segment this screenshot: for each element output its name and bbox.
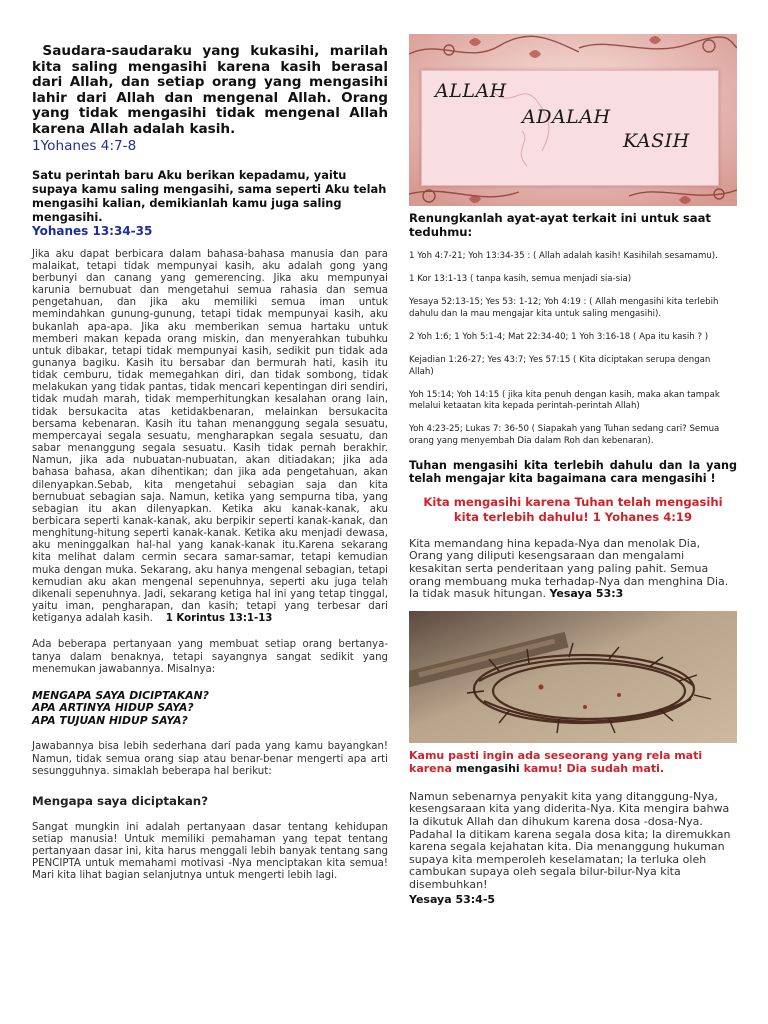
love-first-verse: Tuhan mengasihi kita terlebih dahulu dan Ia yang telah mengajar kita bagaimana cara mengasihi ! — [409, 459, 737, 486]
intro-paragraph: Saudara-saudaraku yang kukasihi, marilah kita saling mengasihi karena kasih berasal dari Allah, dan setiap orang yang mengasihi lahir dari Allah dan mengenal Allah. Orang yang tidak mengasihi tidak mengenal Allah karena Allah adalah kasih. — [32, 43, 389, 137]
john-13-reference: Yohanes 13:34-35 — [32, 223, 153, 238]
reflection-title: Renungkanlah ayat-ayat terkait ini untuk saat teduhmu: — [409, 211, 711, 239]
answer-intro: Jawabannya bisa lebih sederhana dari pada yang kamu bayangkan! Namun, tidak semua orang siap atau benar-benar mengerti apa arti sesungguhnya. simaklah beberapa hal berikut: — [32, 741, 388, 777]
isaiah-53-3-reference: Yesaya 53:3 — [549, 587, 624, 601]
banner-word-adalah: ADALAH — [522, 106, 611, 128]
thorns-illustration — [409, 611, 737, 743]
question-item: APA TUJUAN HIDUP SAYA? — [32, 713, 188, 727]
photo-caption: Kamu pasti ingin ada seseorang yang rela mati karena mengasihi kamu! Dia sudah mati. — [409, 748, 703, 775]
john-13-verse: Satu perintah baru Aku berikan kepadamu, yaitu supaya kamu saling mengasihi, sama seperti Aku telah mengasihi kalian, demikianlah kamu juga saling mengasihi. — [32, 167, 387, 224]
why-heading: Mengapa saya diciptakan? — [32, 793, 209, 808]
questions-intro: Ada beberapa pertanyaan yang membuat setiap orang bertanya-tanya dalam benaknya, tetapi sayangnya sangat sedikit yang menemukan jawabannya. Misalnya: — [32, 639, 388, 675]
reference-item: 2 Yoh 1:6; 1 Yoh 5:1-4; Mat 22:34-40; 1 Yoh 3:16-18 ( Apa itu kasih ? ) — [409, 332, 709, 343]
reference-item: Yoh 15:14; Yoh 14:15 ( jika kita penuh dengan kasih, maka akan tampak melalui ketaatan kita kepada perintah-perintah Allah) — [409, 389, 720, 412]
isaiah-53-4-reference: Yesaya 53:4-5 — [409, 892, 496, 906]
red-highlight-verse: Kita mengasihi karena Tuhan telah mengasihi kita terlebih dahulu! 1 Yohanes 4:19 — [423, 495, 723, 524]
reference-item: Yoh 4:23-25; Lukas 7: 36-50 ( Siapakah yang Tuhan sedang cari? Semua orang yang menyembah Dia dalam Roh dan kebenaran). — [409, 424, 720, 446]
isaiah-53-4-paragraph: Namun sebenarnya penyakit kita yang ditanggung-Nya, kesengsaraan kita yang diderita-Nya. Kita mengira bahwa Ia dikutuk Allah dan dihukum karena dosa -dosa-Nya. Padahal Ia ditikam karena segala dosa kita; Ia diremukkan karena segala kejahatan kita. Dia menanggung hukuman supaya kita memperoleh keselamatan; Ia terluka oleh cambukan supaya oleh segala bilur-bilur-Nya kita disembuhkan! — [409, 789, 731, 891]
banner-word-allah: ALLAH — [435, 80, 507, 102]
isaiah-53-3-paragraph: Kita memandang hina kepada-Nya dan menolak Dia, Orang yang diliputi kesengsaraan dan mengalami kesakitan serta penderitaan yang paling pahit. Semua orang membuang muka terhadap-Nya dan menghina Dia. Ia tidak masuk hitungan. Yesaya 53:3 — [409, 536, 729, 601]
left-column — [32, 44, 388, 883]
reference-item: 1 Kor 13:1-13 ( tanpa kasih, semua menjadi sia-sia) — [409, 274, 632, 285]
intro-reference: 1Yohanes 4:7-8 — [32, 137, 137, 154]
crown-of-thorns-photo — [409, 611, 737, 743]
corinthians-paragraph: Jika aku dapat berbicara dalam bahasa-bahasa manusia dan para malaikat, tetapi tidak mempunyai kasih, aku adalah gong yang berbunyi dan canang yang gemerencing. Jika aku mempunyai karunia bernubuat dan mengetahui semua rahasia dan semua pengetahuan, dan jika aku memiliki semua iman untuk memindahkan gunung-gunung, tetapi tidak mempunyai kasih, aku bukanlah apa-apa. Jika aku memberikan semua hartaku untuk memberi makan kepada orang miskin, dan menyerahkan tubuhku untuk dibakar, tetapi tidak mempunyai kasih, sedikit pun tidak ada gunanya bagiku. Kasih itu bersabar dan bermurah hati, kasih itu tidak cemburu, tidak memegahkan diri, dan tidak sombong, tidak melakukan yang tidak pantas, tidak mencari kepentingan diri sendiri, tidak mudah marah, tidak memperhitungkan kesalahan orang lain, tidak bersukacita atas ketidakbenaran, melainkan bersukacita bersama kebenaran. Kasih itu tahan menanggung segala sesuatu, mempercayai segala sesuatu, mengharapkan segala sesuatu, dan sabar menanggung segala sesuatu. Kasih tidak pernah berakhir. Namun, jika ada nubuatan-nubuatan, akan ditiadakan; jika ada bahasa bahasa, akan dihentikan; dan jika ada pengetahuan, akan dilenyapkan.Sebab, kita mengetahui sebagian saja dan kita bernubuat sebagian saja. Namun, ketika yang sempurna tiba, yang sebagian itu akan dilenyapkan. Ketika aku kanak-kanak, aku berbicara seperti kanak-kanak, aku berpikir seperti kanak-kanak, dan menghitung-hitung seperti kanak-kanak. Ketika aku menjadi dewasa, aku meninggalkan hal-hal yang kanak-kanak itu.Karena sekarang kita melihat dalam cermin secara samar-samar, tetapi kemudian muka dengan muka. Sekarang, aku hanya mengenal sebagian, tetapi kemudian aku akan mengenal sepenuhnya, seperti aku juga telah dikenali sepenuhnya. Jadi, sekarang ketiga hal ini yang tetap tinggal, yaitu iman, pengharapan, dan kasih; tetapi yang terbesar dari ketiganya adalah kasih. 1 Korintus 13:1-13 — [32, 248, 388, 625]
reference-item: 1 Yoh 4:7-21; Yoh 13:34-35 : ( Allah adalah kasih! Kasihilah sesamamu). — [409, 251, 718, 261]
question-item: MENGAPA SAYA DICIPTAKAN? — [32, 688, 209, 702]
corinthians-reference: 1 Korintus 13:1-13 — [165, 613, 273, 625]
question-item: APA ARTINYA HIDUP SAYA? — [32, 701, 194, 715]
title-banner — [409, 34, 737, 206]
right-column — [409, 34, 737, 906]
reference-list — [409, 251, 737, 447]
banner-word-kasih: KASIH — [623, 130, 690, 152]
reference-item: Yesaya 52:13-15; Yes 53: 1-12; Yoh 4:19 : ( Allah mengasihi kita terlebih dahulu dan Ia mau mengajar kita untuk saling mengasihi). — [409, 297, 719, 319]
why-paragraph: Sangat mungkin ini adalah pertanyaan dasar tentang kehidupan setiap manusia! Untuk memiliki pemahaman yang tepat tentang pertanyaan dasar ini, kita harus menggali lebih banyak tentang sang PENCIPTA untuk memahami motivasi -Nya menciptakan kita semua! Mari kita lihat bagian selanjutnya untuk mengerti lebih lagi. — [32, 821, 388, 882]
reference-item: Kejadian 1:26-27; Yes 43:7; Yes 57:15 ( Kita diciptakan serupa dengan Allah) — [409, 355, 711, 377]
question-list — [32, 690, 388, 728]
